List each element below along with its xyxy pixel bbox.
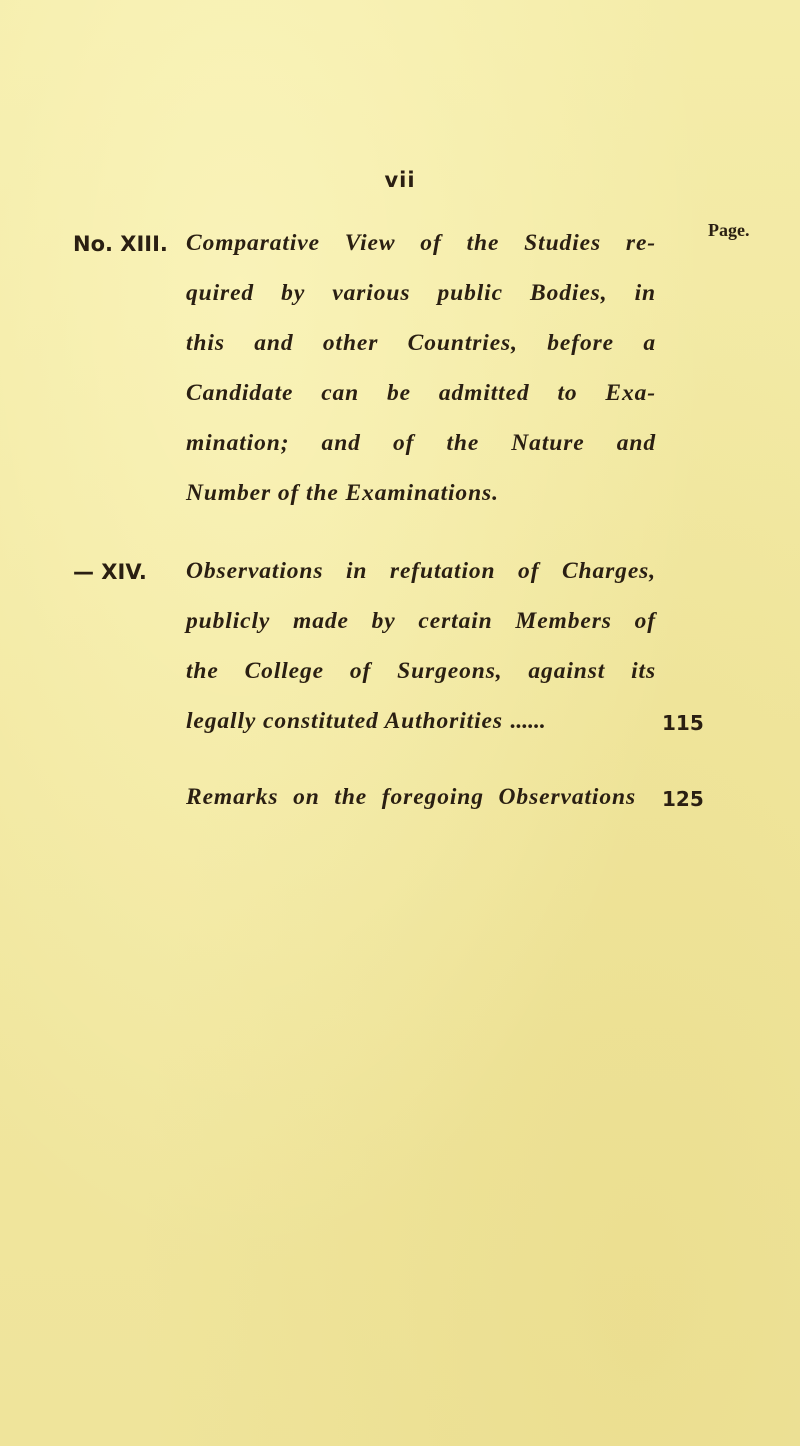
entry-xiv-line-2: publicly made by certain Members of [186,608,656,634]
remarks-text: Remarks on the foregoing Observations [186,784,636,810]
entry-xiii-line-5: mination; and of the Nature and [186,430,656,456]
entry-xiv-line-4 [186,708,545,735]
entry-xiv-line-1: Observations in refutation of Charges, [186,558,656,584]
entry-xiii-line-1: Comparative View of the Studies re- [186,230,656,256]
dot-leader: ...... [509,708,545,734]
remarks-page-ref: 125 [662,787,704,811]
entry-xiv-line-3: the College of Surgeons, against its [186,658,656,684]
entry-xiii-line-6: Number of the Examinations. [186,480,499,506]
entry-xiii-line-2: quired by various public Bodies, in [186,280,656,306]
entry-xiv-line-4-text: legally constituted Authorities [186,708,503,734]
entry-number-xiv: — XIV. [73,560,147,584]
entry-xiv-page-ref: 115 [662,711,704,735]
entry-xiii-line-3: this and other Countries, before a [186,330,656,356]
entry-number-xiii: No. XIII. [73,232,168,256]
page-number: vii [384,168,416,192]
page-column-heading: Page. [708,220,750,240]
entry-xiii-line-4: Candidate can be admitted to Exa- [186,380,656,406]
